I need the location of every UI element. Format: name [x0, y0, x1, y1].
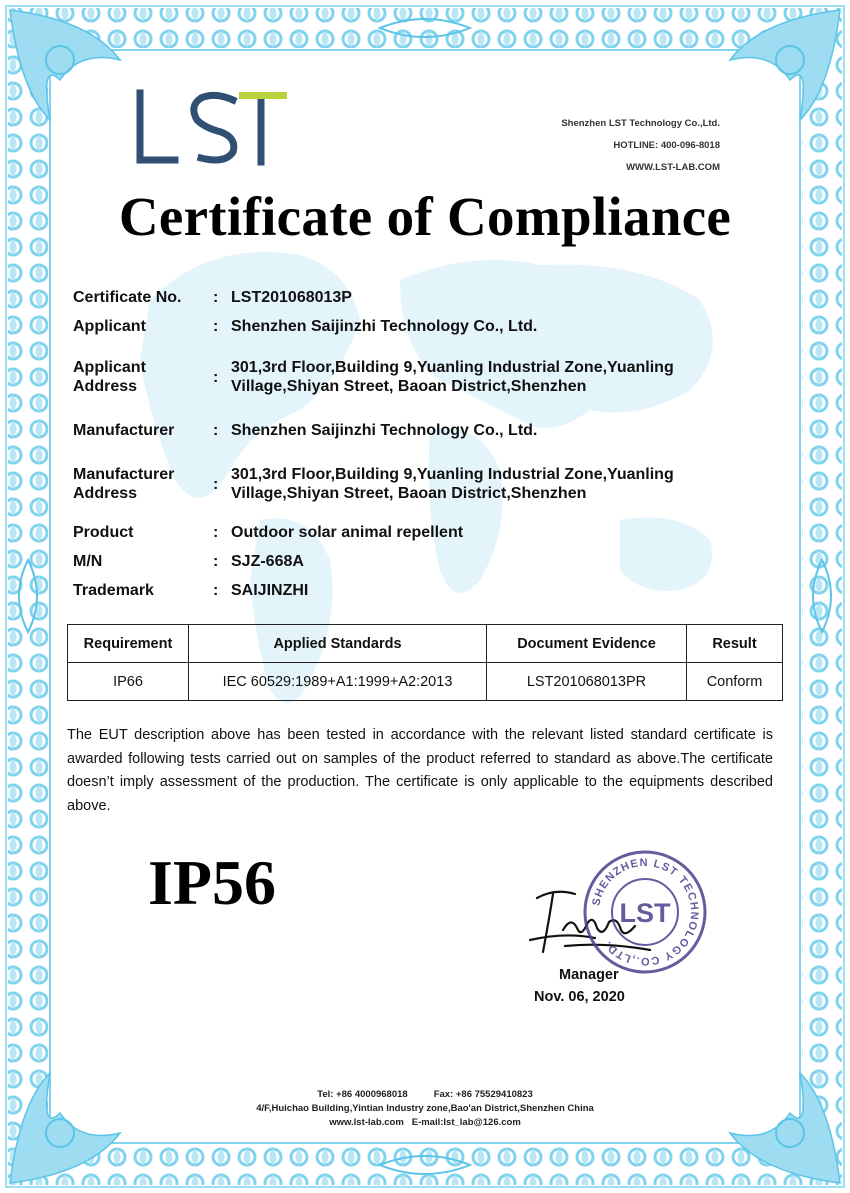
field-applicant-address — [73, 358, 753, 398]
field-value: Outdoor solar animal repellent — [231, 524, 464, 541]
table-header-row — [68, 625, 783, 663]
field-value: 301,3rd Floor,Building 9,Yuanling Industrial Zone,Yuanling — [231, 466, 674, 483]
field-colon: : — [213, 524, 219, 541]
standards-table — [67, 624, 783, 701]
field-colon: : — [213, 422, 219, 439]
footer-web: www.lst-lab.com — [329, 1117, 404, 1128]
column-header: Applied Standards — [189, 625, 487, 663]
table-cell: IEC 60529:1989+A1:1999+A2:2013 — [189, 663, 487, 701]
field-label: Address — [73, 378, 138, 395]
field-value: 301,3rd Floor,Building 9,Yuanling Industrial Zone,Yuanling — [231, 359, 674, 376]
column-header: Document Evidence — [487, 625, 687, 663]
table-row — [68, 663, 783, 701]
column-header: Result — [687, 625, 783, 663]
table-cell: LST201068013PR — [487, 663, 687, 701]
field-colon: : — [213, 476, 219, 493]
issue-date: Nov. 06, 2020 — [534, 989, 625, 1005]
field-value: Shenzhen Saijinzhi Technology Co., Ltd. — [231, 422, 538, 439]
footer-tel: Tel: +86 4000968018 — [317, 1089, 408, 1100]
field-colon: : — [213, 318, 219, 335]
logo-text: LST — [135, 88, 137, 89]
field-value: LST201068013P — [231, 289, 352, 306]
field-label: Manufacturer — [73, 466, 175, 483]
field-colon: : — [213, 289, 219, 306]
footer-email: E-mail:lst_lab@126.com — [411, 1117, 521, 1128]
field-value: SJZ-668A — [231, 553, 304, 570]
column-header: Requirement — [68, 625, 189, 663]
footer-contact — [0, 1088, 850, 1130]
field-label: Applicant — [73, 359, 146, 376]
compliance-statement: The EUT description above has been tested in accordance with the relevant listed standard certificate is awarded following tests carried out on samples of the product referred to standard as above.The certificate doesn’t imply assessment of the production. The certificate is only applicable to the equipments described above. — [67, 727, 773, 814]
table-cell: Conform — [687, 663, 783, 701]
website: WWW.LST-LAB.COM — [626, 162, 720, 173]
hotline: HOTLINE: 400-096-8018 — [613, 140, 720, 151]
field-manufacturer-address — [73, 465, 753, 505]
field-value: Village,Shiyan Street, Baoan District,Shenzhen — [231, 378, 587, 395]
field-label: Address — [73, 485, 138, 502]
footer-address: 4/F,Huichao Building,Yintian Industry zone,Bao'an District,Shenzhen China — [256, 1103, 594, 1114]
field-value: Village,Shiyan Street, Baoan District,Shenzhen — [231, 485, 587, 502]
stamp-ring-text: SHENZHEN LST TECHNOLOGY CO.,LTD. — [590, 856, 701, 968]
field-label: Trademark — [73, 582, 154, 599]
company-info — [561, 113, 720, 179]
table-cell: IP66 — [68, 663, 189, 701]
field-label: Applicant — [73, 318, 146, 335]
ip-rating-mark: IP56 — [148, 847, 276, 918]
field-label: Product — [73, 524, 134, 541]
field-label: Certificate No. — [73, 289, 182, 306]
lst-logo — [135, 88, 290, 166]
footer-fax: Fax: +86 75529410823 — [433, 1089, 533, 1100]
field-value: Shenzhen Saijinzhi Technology Co., Ltd. — [231, 318, 538, 335]
field-colon: : — [213, 553, 219, 570]
company-stamp — [580, 847, 710, 977]
field-label: Manufacturer — [73, 422, 175, 439]
certificate-title: Certificate of Compliance — [118, 186, 732, 247]
field-label: M/N — [73, 553, 103, 570]
signatory-role: Manager — [559, 967, 619, 983]
field-colon: : — [213, 369, 219, 386]
stamp-center-text: LST — [619, 898, 671, 928]
field-value: SAIJINZHI — [231, 582, 309, 599]
company-name: Shenzhen LST Technology Co.,Ltd. — [561, 118, 720, 129]
field-colon: : — [213, 582, 219, 599]
